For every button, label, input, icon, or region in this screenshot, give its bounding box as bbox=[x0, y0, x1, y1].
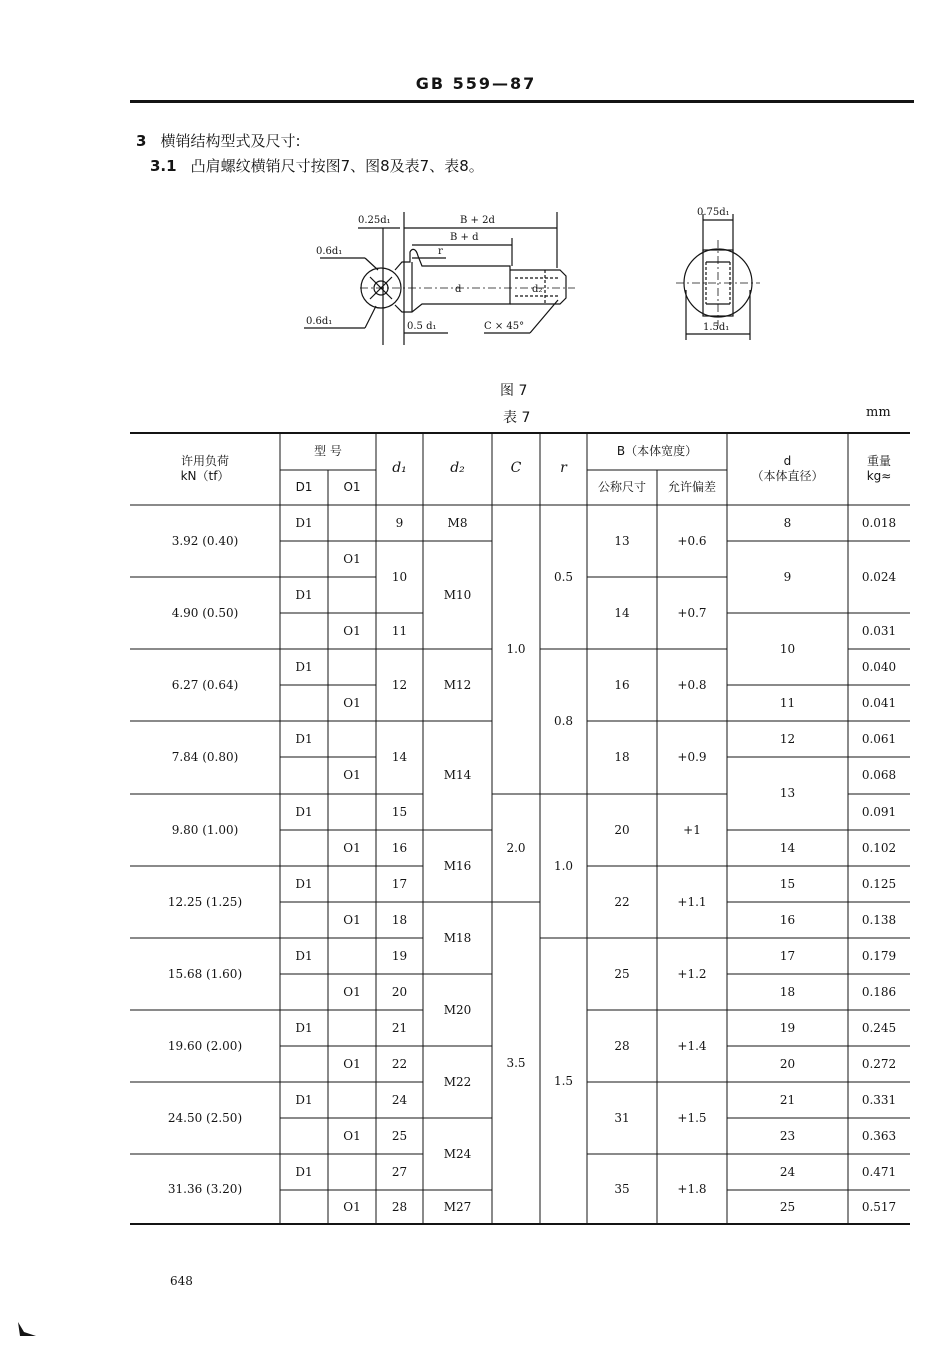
d-cell: 24 bbox=[779, 1164, 796, 1179]
d1-cell: 18 bbox=[391, 912, 408, 927]
c-cell: 2.0 bbox=[506, 840, 526, 855]
label-025d1: 0.25d₁ bbox=[358, 215, 391, 226]
header-r: r bbox=[560, 460, 567, 477]
weight-cell: 0.102 bbox=[861, 840, 897, 855]
header-b: B（本体宽度） bbox=[616, 444, 698, 458]
model-d1-mark: D1 bbox=[295, 804, 313, 819]
weight-cell: 0.245 bbox=[861, 1020, 897, 1035]
load-cell: 15.68 (1.60) bbox=[167, 966, 243, 981]
d2-cell: M18 bbox=[443, 930, 472, 945]
model-o1-mark: O1 bbox=[343, 912, 361, 927]
d-cell: 14 bbox=[779, 840, 796, 855]
label-c-x-45: C × 45° bbox=[484, 321, 525, 332]
label-15d1: 1.5d₁ bbox=[703, 322, 730, 333]
model-o1-mark: O1 bbox=[343, 551, 361, 566]
d2-cell: M24 bbox=[443, 1146, 472, 1161]
b-nominal-cell: 22 bbox=[614, 894, 630, 909]
header-b-tolerance: 允许偏差 bbox=[667, 480, 716, 494]
d1-cell: 17 bbox=[391, 876, 408, 891]
d-cell: 10 bbox=[779, 641, 796, 656]
label-r: r bbox=[438, 246, 443, 257]
load-cell: 19.60 (2.00) bbox=[167, 1038, 243, 1053]
d1-cell: 24 bbox=[391, 1092, 408, 1107]
b-nominal-cell: 28 bbox=[614, 1038, 630, 1053]
header-d1: d₁ bbox=[392, 460, 407, 477]
d1-cell: 14 bbox=[391, 750, 408, 764]
d-cell: 25 bbox=[779, 1199, 796, 1214]
d2-cell: M16 bbox=[443, 858, 472, 873]
r-cell: 1.0 bbox=[553, 858, 574, 873]
weight-cell: 0.186 bbox=[861, 984, 897, 999]
model-d1-mark: D1 bbox=[295, 1020, 313, 1035]
header-d2: d₂ bbox=[450, 460, 465, 477]
c-cell: 3.5 bbox=[506, 1055, 526, 1070]
weight-cell: 0.040 bbox=[861, 659, 897, 674]
d1-cell: 21 bbox=[391, 1020, 408, 1035]
label-06d1-top: 0.6d₁ bbox=[316, 246, 343, 257]
b-nominal-cell: 31 bbox=[614, 1110, 630, 1125]
table-unit: mm bbox=[866, 405, 891, 420]
weight-cell: 0.024 bbox=[861, 569, 897, 584]
section-3-text: 横销结构型式及尺寸: bbox=[160, 132, 301, 150]
r-cell: 1.5 bbox=[553, 1073, 574, 1088]
d1-cell: 25 bbox=[391, 1128, 408, 1143]
load-cell: 12.25 (1.25) bbox=[167, 894, 243, 909]
b-tolerance-cell: +0.8 bbox=[677, 677, 707, 692]
header-d1-model: D1 bbox=[295, 480, 313, 494]
d1-cell: 10 bbox=[391, 569, 408, 584]
b-nominal-cell: 13 bbox=[614, 533, 630, 548]
d2-cell: M14 bbox=[443, 768, 472, 782]
weight-cell: 0.125 bbox=[861, 876, 897, 891]
d1-cell: 15 bbox=[391, 804, 408, 819]
weight-cell: 0.471 bbox=[861, 1164, 897, 1179]
weight-cell: 0.041 bbox=[861, 695, 897, 710]
label-05d1: 0.5 d₁ bbox=[407, 321, 437, 332]
weight-cell: 0.068 bbox=[861, 768, 897, 782]
d-cell: 18 bbox=[779, 984, 796, 999]
b-nominal-cell: 25 bbox=[614, 966, 630, 981]
b-nominal-cell: 35 bbox=[614, 1181, 630, 1196]
d-cell: 23 bbox=[779, 1128, 796, 1143]
d-cell: 12 bbox=[779, 731, 796, 746]
weight-cell: 0.363 bbox=[861, 1128, 897, 1143]
figure-caption: 图 7 bbox=[500, 383, 528, 399]
label-06d1-bottom: 0.6d₁ bbox=[306, 316, 333, 327]
load-cell: 3.92 (0.40) bbox=[171, 533, 239, 548]
d2-cell: M22 bbox=[443, 1074, 472, 1089]
model-d1-mark: D1 bbox=[295, 876, 313, 891]
b-nominal-cell: 16 bbox=[614, 677, 630, 692]
r-cell: 0.8 bbox=[553, 714, 574, 728]
c-cell: 1.0 bbox=[506, 642, 526, 656]
model-o1-mark: O1 bbox=[343, 768, 361, 782]
label-d: d bbox=[455, 284, 462, 295]
weight-cell: 0.061 bbox=[861, 731, 897, 746]
section-3-1-text: 凸肩螺纹横销尺寸按图7、图8及表7、表8。 bbox=[190, 157, 484, 175]
d1-cell: 20 bbox=[391, 984, 408, 999]
b-nominal-cell: 18 bbox=[614, 750, 630, 764]
d-cell: 20 bbox=[779, 1056, 796, 1071]
b-tolerance-cell: +0.6 bbox=[677, 533, 707, 548]
weight-cell: 0.179 bbox=[861, 948, 897, 963]
b-nominal-cell: 20 bbox=[614, 822, 630, 837]
d1-cell: 16 bbox=[391, 840, 408, 855]
d1-cell: 22 bbox=[391, 1056, 408, 1071]
model-o1-mark: O1 bbox=[343, 695, 361, 710]
corner-mark-icon bbox=[16, 1320, 38, 1338]
d-cell: 11 bbox=[779, 695, 796, 710]
weight-cell: 0.331 bbox=[861, 1092, 897, 1107]
model-d1-mark: D1 bbox=[295, 731, 313, 746]
section-3-1-number: 3.1 bbox=[150, 157, 177, 175]
d-cell: 9 bbox=[783, 569, 792, 584]
d2-cell: M8 bbox=[447, 515, 468, 530]
b-tolerance-cell: +1.5 bbox=[677, 1110, 707, 1125]
load-cell: 24.50 (2.50) bbox=[167, 1110, 243, 1125]
d-cell: 19 bbox=[779, 1020, 796, 1035]
d2-cell: M10 bbox=[443, 587, 472, 602]
b-tolerance-cell: +1.4 bbox=[677, 1038, 707, 1053]
model-d1-mark: D1 bbox=[295, 1164, 313, 1179]
d1-cell: 11 bbox=[391, 623, 408, 638]
section-3-number: 3 bbox=[136, 132, 147, 150]
d2-cell: M20 bbox=[443, 1002, 472, 1017]
load-cell: 9.80 (1.00) bbox=[171, 822, 239, 837]
header-load: 许用负荷 kN（tf） bbox=[180, 454, 230, 483]
label-d2: d₂ bbox=[532, 284, 543, 295]
model-d1-mark: D1 bbox=[295, 1092, 313, 1107]
model-o1-mark: O1 bbox=[343, 1199, 361, 1214]
weight-cell: 0.018 bbox=[861, 515, 897, 530]
header-model: 型 号 bbox=[314, 444, 342, 458]
model-o1-mark: O1 bbox=[343, 840, 361, 855]
b-tolerance-cell: +0.9 bbox=[677, 750, 707, 764]
d1-cell: 28 bbox=[391, 1199, 408, 1214]
b-tolerance-cell: +1.2 bbox=[677, 966, 707, 981]
page-header: GB 559—87 bbox=[415, 74, 537, 93]
d1-cell: 9 bbox=[395, 515, 404, 530]
d-cell: 13 bbox=[779, 786, 796, 800]
d1-cell: 19 bbox=[391, 948, 408, 963]
d2-cell: M12 bbox=[443, 677, 472, 692]
model-o1-mark: O1 bbox=[343, 1056, 361, 1071]
weight-cell: 0.031 bbox=[861, 623, 897, 638]
d-cell: 15 bbox=[779, 876, 796, 891]
d-cell: 16 bbox=[779, 912, 796, 927]
d-cell: 8 bbox=[783, 515, 792, 530]
d1-cell: 27 bbox=[391, 1164, 408, 1179]
header-c: C bbox=[510, 460, 522, 477]
weight-cell: 0.091 bbox=[861, 804, 897, 819]
page-number: 648 bbox=[170, 1274, 193, 1288]
model-o1-mark: O1 bbox=[343, 623, 361, 638]
d2-cell: M27 bbox=[443, 1199, 472, 1214]
header-d: d （本体直径） bbox=[751, 454, 824, 483]
weight-cell: 0.272 bbox=[861, 1056, 897, 1071]
model-o1-mark: O1 bbox=[343, 1128, 361, 1143]
model-d1-mark: D1 bbox=[295, 659, 313, 674]
load-cell: 7.84 (0.80) bbox=[171, 750, 239, 764]
d1-cell: 12 bbox=[391, 677, 408, 692]
model-d1-mark: D1 bbox=[295, 587, 313, 602]
load-cell: 31.36 (3.20) bbox=[167, 1181, 243, 1196]
r-cell: 0.5 bbox=[553, 569, 574, 584]
model-d1-mark: D1 bbox=[295, 515, 313, 530]
weight-cell: 0.517 bbox=[861, 1199, 897, 1214]
model-o1-mark: O1 bbox=[343, 984, 361, 999]
header-weight: 重量 kg≈ bbox=[866, 454, 892, 483]
label-075d1: 0.75d₁ bbox=[697, 207, 730, 218]
weight-cell: 0.138 bbox=[861, 912, 897, 927]
d-cell: 17 bbox=[779, 948, 796, 963]
load-cell: 6.27 (0.64) bbox=[171, 677, 239, 692]
label-b-plus-2d: B + 2d bbox=[460, 215, 495, 226]
d-cell: 21 bbox=[779, 1092, 796, 1107]
header-o1-model: O1 bbox=[343, 480, 361, 494]
b-tolerance-cell: +1 bbox=[683, 822, 701, 837]
load-cell: 4.90 (0.50) bbox=[171, 605, 239, 620]
model-d1-mark: D1 bbox=[295, 948, 313, 963]
table-caption: 表 7 bbox=[503, 410, 531, 426]
label-b-plus-d: B + d bbox=[450, 232, 479, 243]
b-nominal-cell: 14 bbox=[614, 605, 630, 620]
b-tolerance-cell: +0.7 bbox=[677, 605, 707, 620]
b-tolerance-cell: +1.1 bbox=[677, 894, 707, 909]
b-tolerance-cell: +1.8 bbox=[677, 1181, 707, 1196]
header-b-nominal: 公称尺寸 bbox=[597, 480, 646, 494]
